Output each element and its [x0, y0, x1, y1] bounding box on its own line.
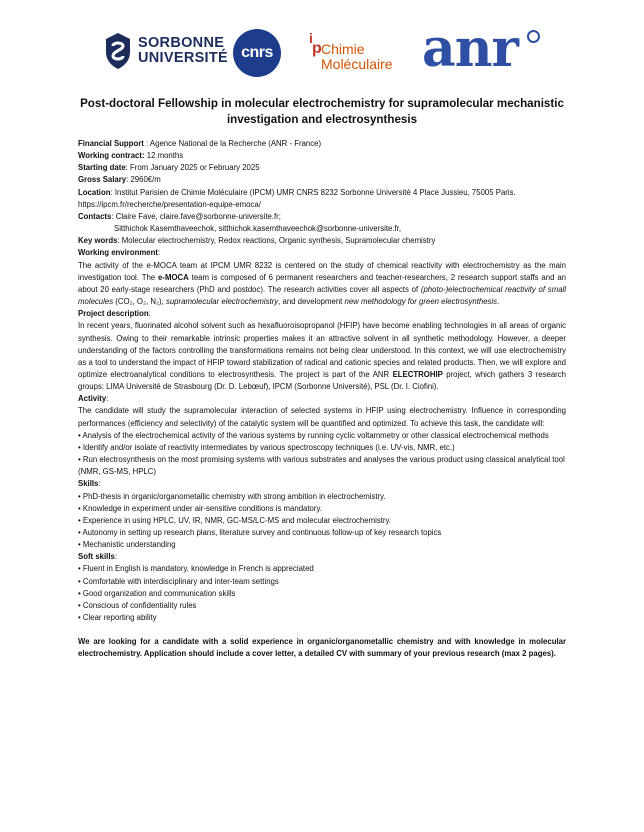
list-item: • Clear reporting ability: [78, 613, 157, 623]
list-item: • Mechanistic understanding: [78, 540, 176, 550]
sorbonne-line1: SORBONNE: [138, 35, 225, 51]
environment-heading: Working environment:: [78, 248, 161, 258]
contract-line: Working contract: 12 months: [78, 151, 184, 161]
list-item: • Run electrosynthesis on the most promising systems with various substrates and analyses the various product using classical analytical tool (NMR, GS-MS, HPLC): [78, 455, 565, 477]
anr-circle-icon: [527, 30, 540, 43]
environment-text: The activity of the e-MOCA team at IPCM UMR 8232 is centered on the study of chemical reactivity with electrochemistry as the main investigation tool. The e-MOCA team is composed of 6 permanent researchers and teacher-researchers, 2 research support staffs and an about 20 early-stage researchers (PhD and postdoc). The research activities cover all aspects of (photo-)electrochemical reactivity of small molecules (CO₂, O₂, N₂), supramolecular electrochemistry, and development new methodology for green electrosynthesis.: [78, 260, 566, 307]
list-item: • Conscious of confidentiality rules: [78, 600, 197, 610]
start-line: Starting date: From January 2025 or February 2025: [78, 163, 260, 173]
list-item: • Autonomy in setting up research plans, literature survey and continuous follow-up of key research topics: [78, 528, 442, 537]
list-item: • PhD-thesis in organic/organometallic chemistry with strong ambition in electrochemistry.: [78, 491, 386, 501]
list-item: • Analysis of the electrochemical activity of the various systems by running cyclic voltammetry or other classical electrochemical methods: [78, 430, 549, 440]
project-heading: Project description:: [78, 309, 151, 319]
activity-text: The candidate will study the supramolecular interaction of selected systems in HFIP using electrochemistry. Influence in corresponding performances (efficiency and selectivity) of the catalytic system will be quantified and optimized. To achieve this task, the candidate will:: [78, 406, 566, 428]
project-text: In recent years, fluorinated alcohol solvent such as hexafluoroisopropanol (HFIP) have become enabling technologies in all areas of organic synthesis. Owing to their remarkable intrinsic properties makes it an attractive solvent in all synthetic methodology. However, a deeper understanding of the factors controlling the transformations remains not being clear understood. In this context, we will use electrochemistry as a tool to understand the impact of HFIP toward stabilization of radical and cationic species and related products. Then, we will explore and optimize electroanalytical conditions to electrosynthesis. The project is part of the ANR ELECTROHIP project, which gathers 3 research groups: LIMA Université de Strasbourg (Dr. D. Lebœuf), IPCM (Sorbonne Université), PSL (Dr. I. Ciofini).: [78, 321, 566, 392]
ipcm-line1: Chimie: [321, 41, 365, 57]
skills-heading: Skills:: [78, 479, 101, 489]
list-item: • Fluent in English is mandatory, knowledge in French is appreciated: [78, 564, 314, 574]
closing-statement: We are looking for a candidate with a solid experience in organic/organometallic chemistry and with knowledge in molecular electrochemistry. Application should include a cover letter, a detailed CV with summary of your previous research (max 2 pages).: [78, 637, 566, 659]
location-line: Location: Institut Parisien de Chimie Moléculaire (IPCM) UMR CNRS 8232 Sorbonne Université 4 Place Jussieu, 75005 Paris.: [78, 187, 516, 197]
list-item: • Good organization and communication skills: [78, 588, 236, 598]
list-item: • Comfortable with interdisciplinary and inter-team settings: [78, 576, 279, 586]
ipcm-p: p: [312, 40, 322, 57]
ipcm-i: i: [309, 30, 313, 46]
contacts-line: Contacts: Claire Fave, claire.fave@sorbonne-universite.fr;: [78, 211, 281, 221]
document-body: [78, 138, 566, 661]
ipcm-line2: Moléculaire: [321, 56, 393, 72]
ipcm-logo: [309, 30, 405, 78]
spacer: [78, 624, 566, 636]
activity-heading: Activity:: [78, 394, 109, 404]
list-item: • Knowledge in experiment under air-sensitive conditions is mandatory.: [78, 503, 322, 513]
logo-bar: [0, 18, 644, 86]
contacts-line-2: Sitthichok Kasemthaveechok, sitthichok.kasemthaveechok@sorbonne-universite.fr,: [114, 224, 402, 234]
anr-logo: [422, 18, 540, 79]
location-url[interactable]: https://ipcm.fr/recherche/presentation-equipe-emoca/: [78, 199, 261, 209]
cnrs-logo: [233, 29, 281, 77]
anr-text: anr: [422, 18, 518, 79]
salary-line: Gross Salary: 2960€/m: [78, 175, 161, 185]
list-item: • Experience in using HPLC, UV, IR, NMR, GC-MS/LC-MS and molecular electrochemistry.: [78, 515, 391, 525]
keywords-line: Key words: Molecular electrochemistry, Redox reactions, Organic synthesis, Supramolecular chemistry: [78, 236, 436, 246]
soft-skills-heading: Soft skills:: [78, 552, 118, 562]
page-title: Post-doctoral Fellowship in molecular electrochemistry for supramolecular mechanistic investigation and electrosynthesis: [80, 97, 564, 126]
sorbonne-crest-icon: [104, 32, 132, 70]
sorbonne-logo: [104, 32, 228, 70]
list-item: • Identify and/or isolate of reactivity intermediates by various spectroscopy techniques (i.e. UV-vis, NMR, etc.): [78, 442, 455, 452]
sorbonne-line2: UNIVERSITÉ: [138, 50, 229, 66]
cnrs-text: cnrs: [241, 44, 273, 61]
financial-line: Financial Support : Agence National de la Recherche (ANR - France): [78, 139, 322, 148]
